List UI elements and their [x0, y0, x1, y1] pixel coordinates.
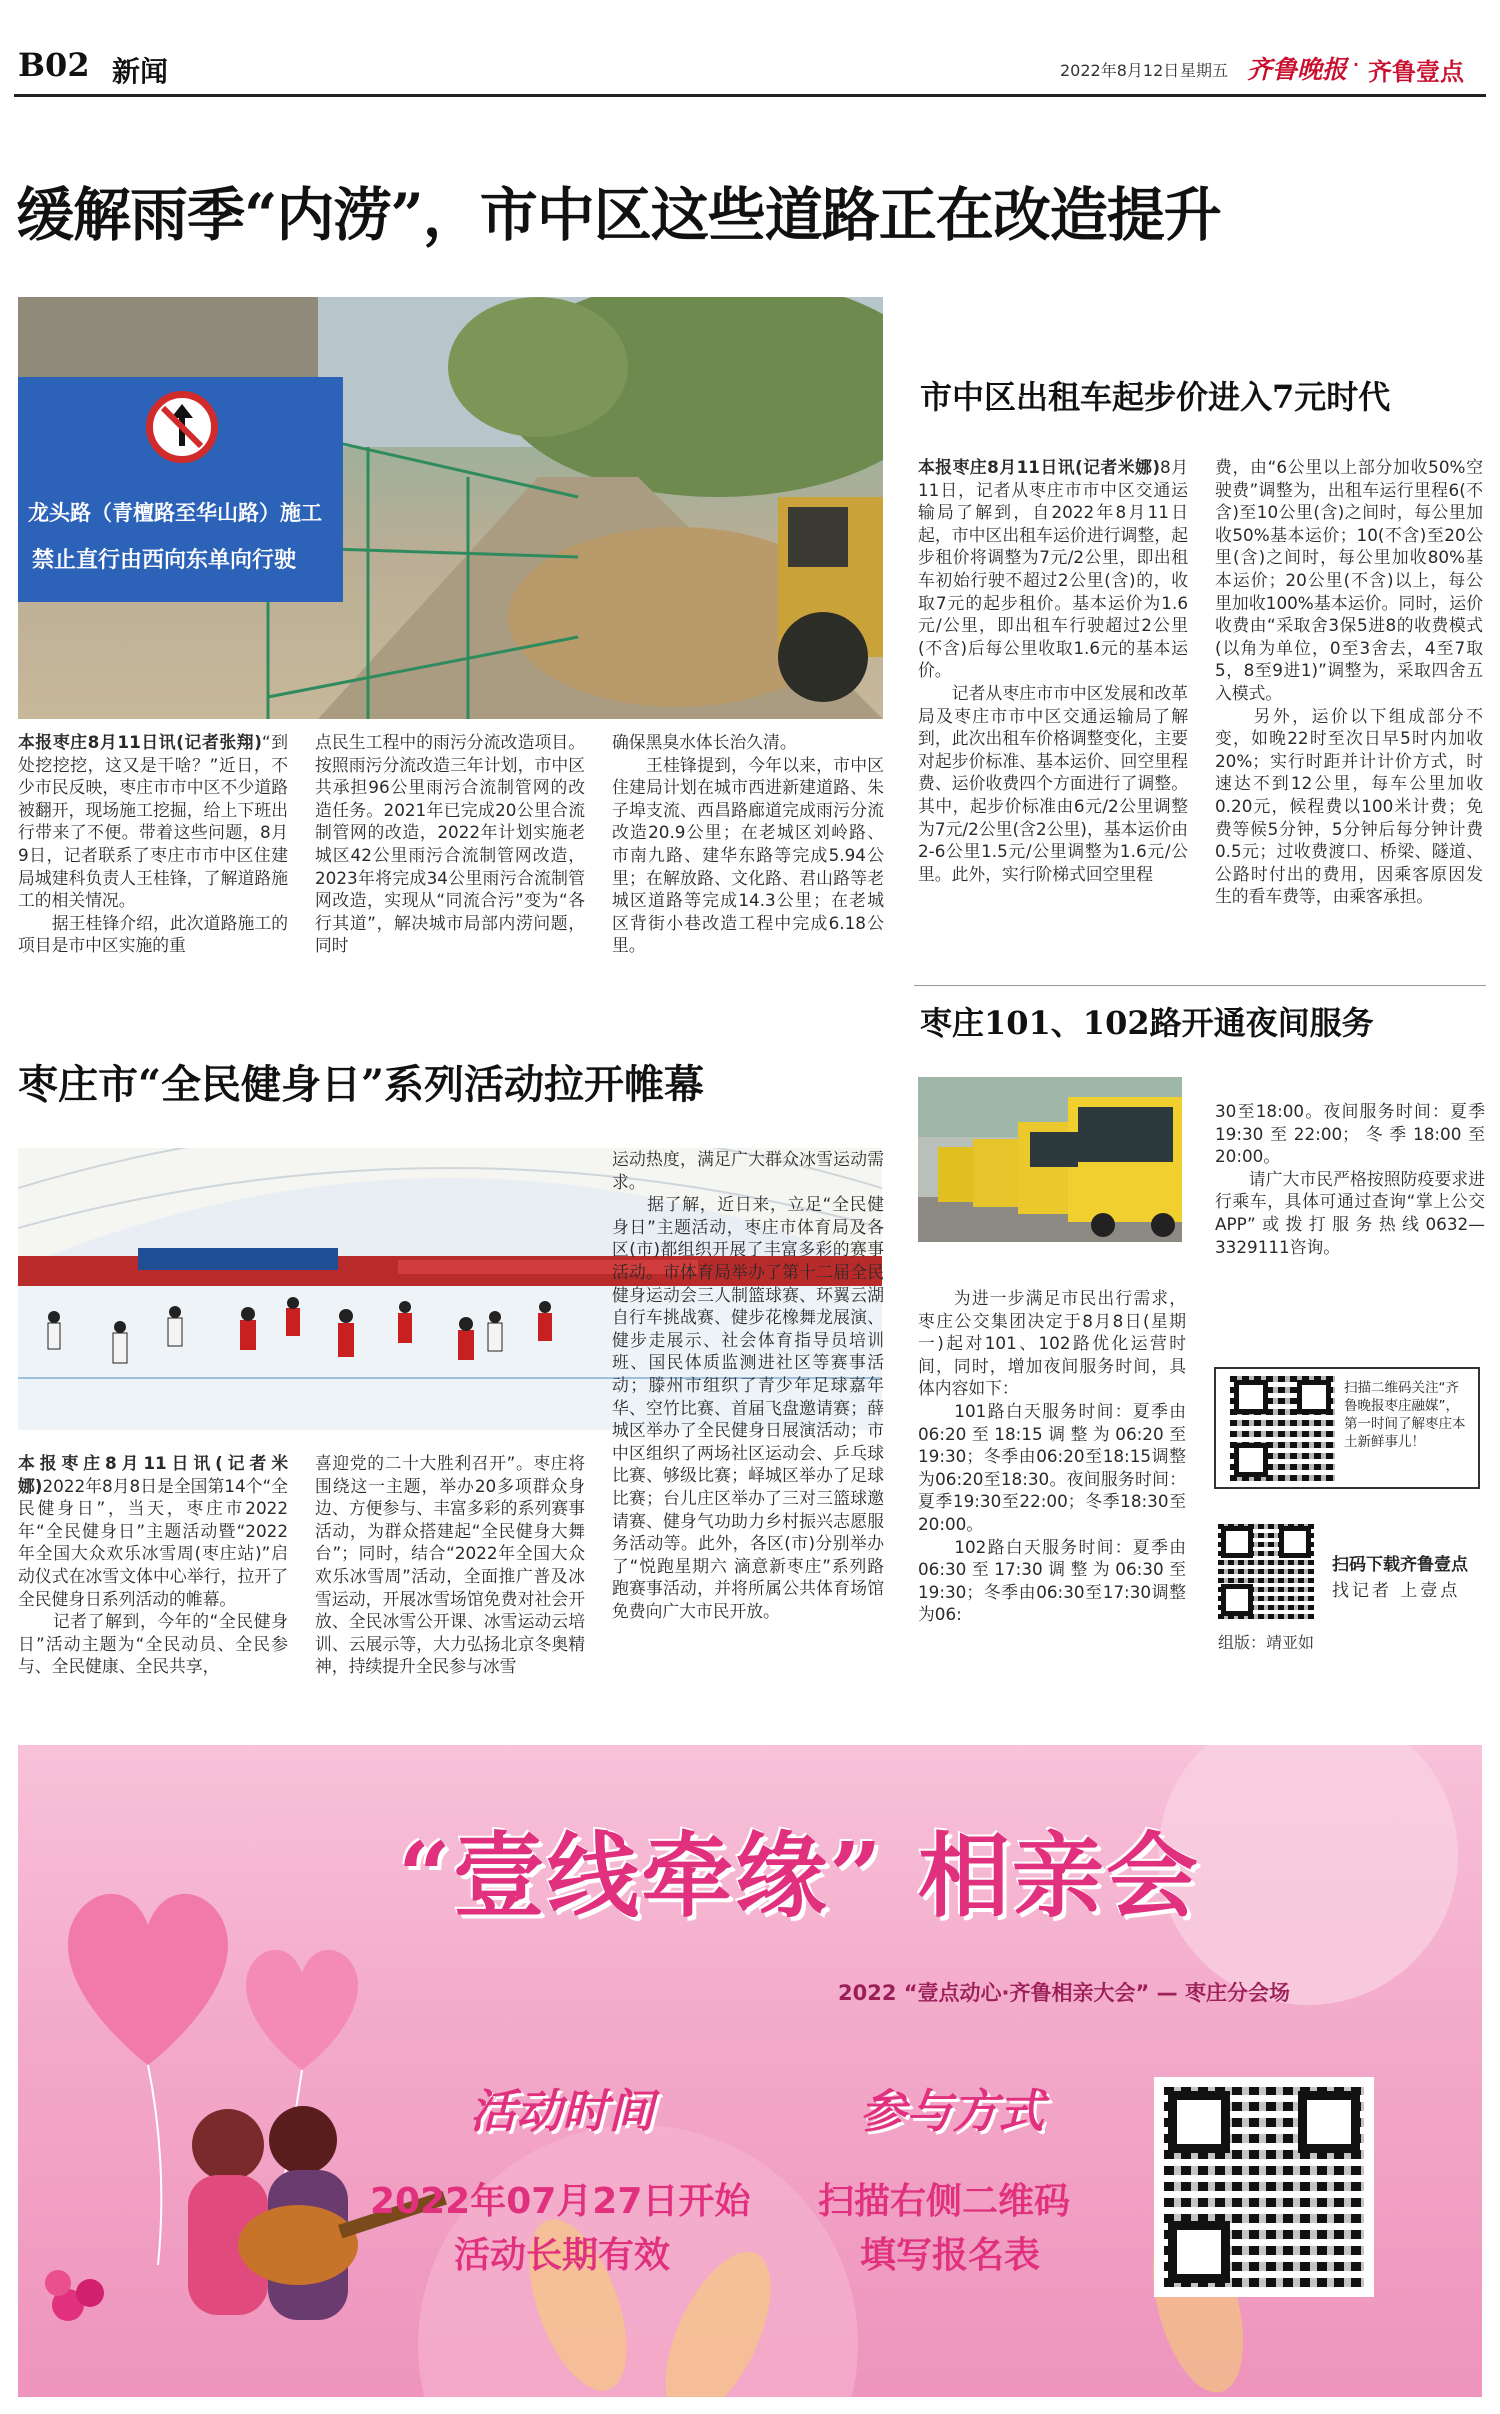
article1-column2: 点民生工程中的雨污分流改造项目。按照雨污分流改造三年计划，市中区共承担96公里雨污合流制管网的改造任务。2021年已完成20公里合流制管网的改造，2022年计划实施老城区42公里雨污合流制管网改造，2023年将完成34公里雨污合流制管网改造，实现从“同流合污”变为“各行其道”，解决城市局部内涝问题，同时	[315, 732, 585, 956]
layout-editor-credit: 组版：靖亚如	[1218, 1633, 1315, 1652]
ad-method-line1: 扫描右侧二维码	[818, 2181, 1071, 2222]
heart-balloon-small-icon	[246, 1950, 358, 2070]
article2-column1	[918, 456, 1188, 976]
ad-signup-qr-code-icon[interactable]	[1154, 2077, 1374, 2297]
brand-logo-qilu-yidian: 齐鲁壹点	[1368, 58, 1464, 86]
article4-col1-text: 2022年8月8日是全国第14个“全民健身日”，当天，枣庄市2022年“全民健身日”主题活动暨“2022年全国大众欢乐冰雪周(枣庄站)”启动仪式在冰雪文体中心举行，拉开了全民健身日系列活动的帷幕。 记者了解到，今年的“全民健身日”活动主题为“全民动员、全民参与、全民健康、全民共享，	[18, 1475, 288, 1677]
article3-headline: 枣庄101、102路开通夜间服务	[920, 1004, 1374, 1042]
article2-bottom-rule	[914, 985, 1486, 986]
no-straight-sign-icon	[146, 391, 218, 463]
sign-text-line2: 禁止直行由西向东单向行驶	[32, 548, 297, 573]
ad-method-line2: 填写报名表	[860, 2235, 1041, 2276]
article2-column2: 费，由“6公里以上部分加收50%空驶费”调整为，出租车运行里程6(不含)至10公里(含)之间时，每公里加收50%基本运价；10(不含)至20公里(含)之间时，每公里加收80%基本运价；20公里(不含)以上，每公里加收100%基本运价。同时，运价收费由“采取舍3保5进8的收费模式(以角为单位，0至3舍去，4至7取5，8至9进1)”调整为，采取四舍五入模式。 另外，运价以下组成部分不变，如晚22时至次日早5时内加收20%；实行时距并计计价方式，时速达不到12公里，每车公里加收0.20元，候程费以100米计费；免费等候5分钟，5分钟后每分钟计费0.5元；过收费渡口、桥梁、隧道、公路时付出的费用，因乘客原因发生的看车费等，由乘客承担。	[1215, 457, 1483, 907]
issue-weekday: 星期五	[1180, 61, 1229, 80]
article4-byline: 本报枣庄8月11日讯(记者米娜)	[18, 1453, 288, 1496]
ad-time-label: 活动时间	[470, 2084, 654, 2138]
article1-column3: 确保黑臭水体长治久清。 王桂锋提到，今年以来，市中区住建局计划在城市西进新建道路、朱子埠支流、西昌路廊道完成雨污分流改造20.9公里；在老城区刘岭路、市南九路、建华东路等完成5.94公里；在解放路、文化路、君山路等老城区道路等完成14.3公里；在老城区背街小巷改造工程中完成6.18公里。	[612, 732, 884, 956]
qr-app-download-line2: 找记者 上壹点	[1332, 1581, 1461, 1601]
article3-column2: 30至18:00。夜间服务时间：夏季19:30至22:00；冬季18:00至20:00。 请广大市民严格按照防疫要求进行乘车，具体可通过查询“掌上公交APP”或拨打服务热线0632—3329111咨询。	[1215, 1101, 1485, 1257]
header-rule	[14, 94, 1486, 97]
ad-time-line1: 2022年07月27日开始	[370, 2181, 751, 2222]
matchmaking-ad-banner	[18, 1745, 1482, 2397]
ad-method-label: 参与方式	[860, 2084, 1044, 2138]
page-number: B02	[18, 46, 90, 84]
bus-photo	[918, 1077, 1182, 1242]
article4-column2: 喜迎党的二十大胜利召开”。枣庄将围绕这一主题，举办20多项群众身边、方便参与、丰富多彩的系列赛事活动，为群众搭建起“全民健身大舞台”；同时，结合“2022年全国大众欢乐冰雪周”活动，全面推广普及冰雪运动，开展冰雪场馆免费对社会开放、全民冰雪公开课、冰雪运动云培训、云展示等，大力弘扬北京冬奥精神，持续提升全民参与冰雪	[315, 1453, 585, 1677]
ad-time-line2: 活动长期有效	[454, 2235, 671, 2276]
qr-app-download-line1: 扫码下载齐鲁壹点	[1332, 1555, 1468, 1575]
road-closure-sign	[18, 377, 343, 602]
article1-byline: 本报枣庄8月11日讯(记者张翔)	[18, 732, 262, 752]
qr-code-icon[interactable]	[1230, 1376, 1335, 1481]
article4-headline: 枣庄市“全民健身日”系列活动拉开帷幕	[18, 1061, 705, 1108]
article1-col1-text: “到处挖挖挖，这又是干啥？”近日，不少市民反映，枣庄市市中区不少道路被翻开，现场施工挖掘，给上下班出行带来了不便。带着这些问题，8月9日，记者联系了枣庄市市中区住建局城建科负责人王桂锋，了解道路施工的相关情况。 据王桂锋介绍，此次道路施工的项目是市中区实施的重	[18, 732, 288, 956]
section-name: 新闻	[112, 55, 169, 88]
brand-logo-qilu-evening: 齐鲁晚报	[1247, 55, 1348, 84]
article3-column1: 为进一步满足市民出行需求，枣庄公交集团决定于8月8日(星期一)起对101、102路优化运营时间，同时，增加夜间服务时间，具体内容如下： 101路白天服务时间：夏季由06:20至18:15调整为06:20至19:30；冬季由06:20至18:15调整为06:20至18:30。夜间服务时间：夏季19:30至22:00；冬季18:30至20:00。 102路白天服务时间：夏季由06:30至17:30调整为06:30至19:30；冬季由06:30至17:30调整为06:	[918, 1288, 1186, 1625]
brand-separator: ·	[1352, 50, 1360, 79]
rose-bouquet-icon	[45, 2270, 104, 2321]
qr-subscribe-text: 扫描二维码关注“齐鲁晚报枣庄融媒”，第一时间了解枣庄本土新鲜事儿！	[1344, 1380, 1466, 1450]
page-header	[0, 0, 1500, 100]
ad-title: “壹线牵缘” 相亲会	[398, 1822, 1200, 1930]
article2-headline: 市中区出租车起步价进入7元时代	[920, 378, 1391, 416]
sign-text-line1: 龙头路（青檀路至华山路）施工	[28, 501, 322, 525]
article1-headline: 缓解雨季“内涝”，市中区这些道路正在改造提升	[16, 181, 1221, 249]
article4-column1	[18, 1452, 288, 1712]
article1-column1	[18, 731, 288, 1003]
article4-column3: 运动热度，满足广大群众冰雪运动需求。 据了解，近日来，立足“全民健身日”主题活动，枣庄市体育局及各区(市)都组织开展了丰富多彩的赛事活动。市体育局举办了第十二届全民健身运动会三人制篮球赛、环翼云湖自行车挑战赛、健步花橡舞龙展演、健步走展示、社会体育指导员培训班、国民体质监测进社区等赛事活动；滕州市组织了青少年足球嘉年华、空竹比赛、首届飞盘邀请赛；薛城区举办了全民健身日展演活动；市中区组织了两场社区运动会、乒乓球比赛、够级比赛；峄城区举办了足球比赛；台儿庄区举办了三对三篮球邀请赛、健身气功助力乡村振兴志愿服务活动等。此外，各区(市)分别举办了“悦跑星期六 滴意新枣庄”系列路跑赛事活动，并将所属公共体育场馆免费向广大市民开放。	[612, 1149, 884, 1621]
article2-byline: 本报枣庄8月11日讯(记者米娜)	[918, 457, 1161, 477]
qr-subscribe-box	[1214, 1367, 1480, 1489]
heart-balloon-large-icon	[68, 1894, 228, 2065]
article2-col1-text: 8月11日，记者从枣庄市市中区交通运输局了解到，自2022年8月11日起，市中区出租车运价进行调整，起步租价将调整为7元/2公里，即出租车初始行驶不超过2公里(含)的，收取7元的起步租价。基本运价为1.6元/公里，即出租车行驶超过2公里(不含)后每公里收取1.6元的基本运价。 记者从枣庄市市中区发展和改革局及枣庄市市中区交通运输局了解到，此次出租车价格调整变化，主要对起步价标准、基本运价、回空里程费、运价收费四个方面进行了调整。其中，起步价标准由6元/2公里调整为7元/2公里(含2公里)，基本运价由2-6公里1.5元/公里调整为1.6元/公里。此外，实行阶梯式回空里程	[918, 457, 1188, 884]
issue-date: 2022年8月12日	[1060, 61, 1180, 80]
qr-app-download-code-icon[interactable]	[1218, 1523, 1314, 1619]
ad-subtitle: 2022 “壹点动心·齐鲁相亲大会” — 枣庄分会场	[838, 1981, 1290, 2005]
road-construction-photo	[18, 297, 883, 719]
